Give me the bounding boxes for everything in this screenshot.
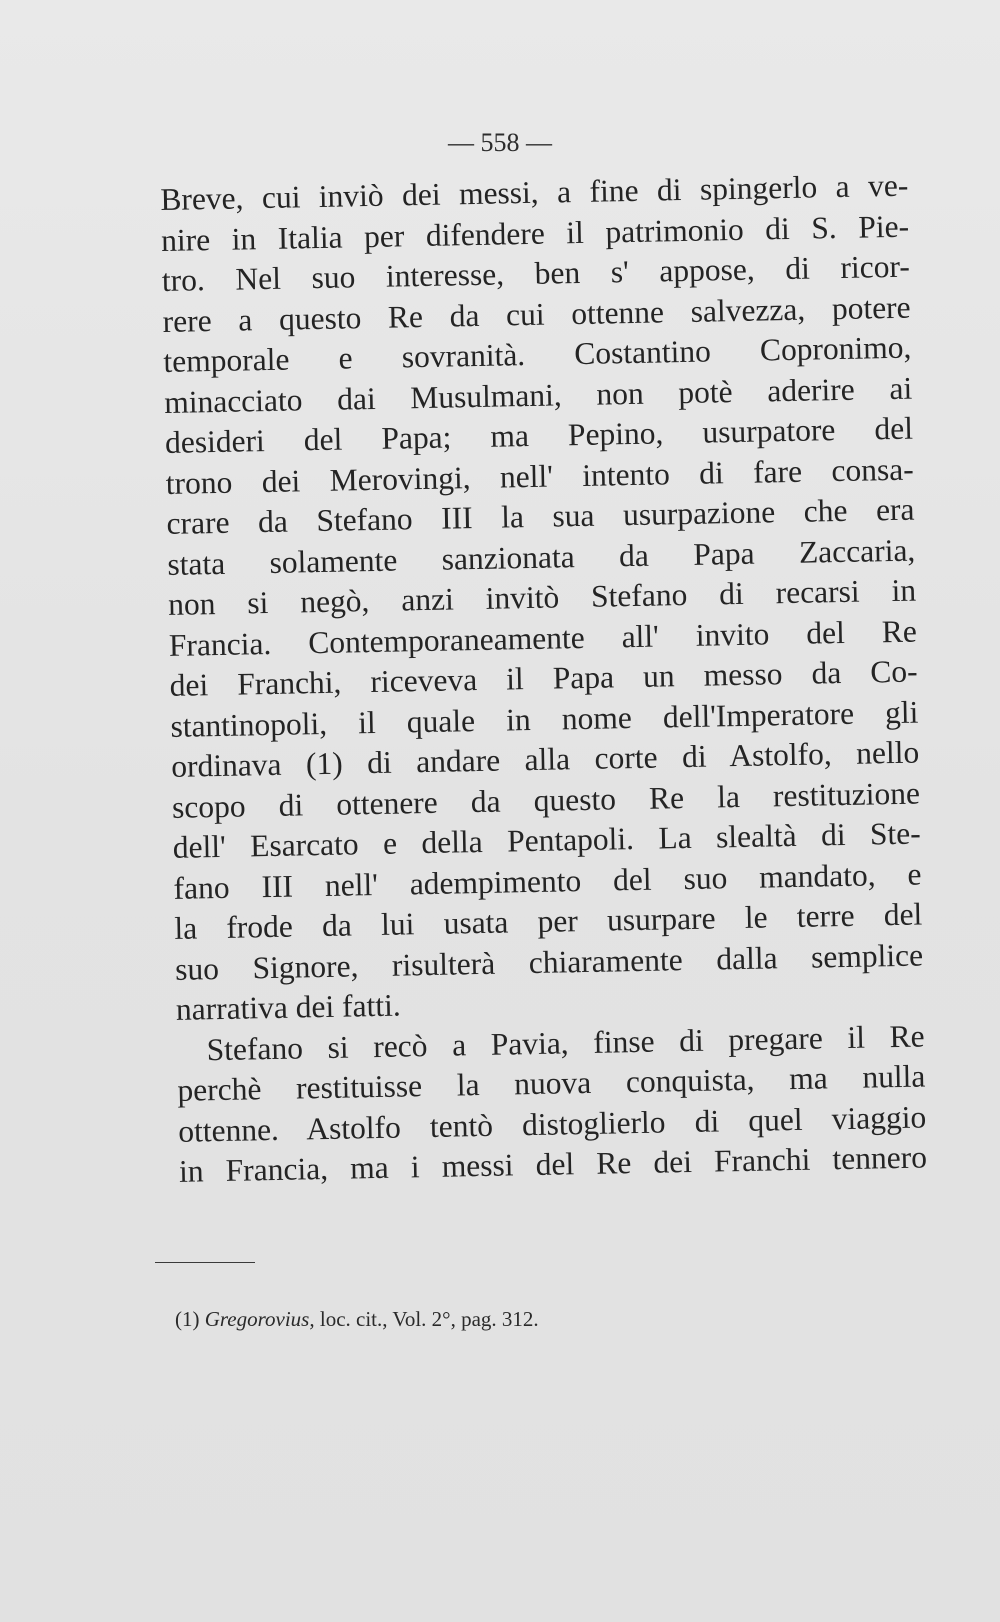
text-line: rere a questo Re da cui ottenne salvezza, potere	[162, 289, 911, 339]
text-line: Francia. Contemporaneamente all' invito del Re	[168, 613, 918, 663]
text-line: la frode da lui usata per usurpare le terre del	[174, 896, 923, 946]
text-line: minacciato dai Musulmani, non potè aderire ai	[163, 370, 913, 420]
text-line: stata solamente sanzionata da Papa Zaccaria,	[167, 532, 916, 582]
text-line: tro. Nel suo interesse, ben s' appose, di ricor-	[161, 248, 911, 298]
footnote	[175, 1307, 539, 1332]
body-text	[160, 166, 927, 1193]
text-line: perchè restituisse la nuova conquista, ma nulla	[177, 1058, 926, 1108]
text-line: non si negò, anzi invitò Stefano di recarsi in	[167, 572, 917, 622]
footnote-divider	[155, 1262, 255, 1263]
text-line: narrativa dei fatti.	[175, 987, 401, 1027]
text-line: trono dei Merovingi, nell' intento di fare consa-	[165, 451, 915, 501]
text-line: desideri del Papa; ma Pepino, usurpatore del	[164, 410, 914, 460]
text-line: temporale e sovranità. Costantino Copronimo,	[163, 329, 912, 379]
text-line: Stefano si recò a Pavia, finse di pregare il Re	[206, 1017, 925, 1067]
footnote-marker: (1)	[175, 1307, 200, 1331]
text-line: in Francia, ma i messi del Re dei Franchi tennero	[178, 1139, 928, 1189]
text-line: ottenne. Astolfo tentò distoglierlo di quel viaggio	[177, 1098, 927, 1149]
text-line: fano III nell' adempimento del suo mandato, e	[173, 856, 922, 906]
footnote-author: Gregorovius,	[204, 1307, 315, 1331]
text-line: scopo di ottenere da questo Re la restituzione	[171, 775, 921, 825]
footnote-citation: loc. cit., Vol. 2°, pag. 312.	[314, 1307, 539, 1331]
text-line: ordinava (1) di andare alla corte di Astolfo, nello	[170, 734, 920, 784]
text-line: suo Signore, risulterà chiaramente dalla semplice	[174, 936, 924, 987]
page-number: — 558 —	[448, 128, 552, 157]
text-line: Breve, cui inviò dei messi, a fine di spingerlo a ve-	[160, 167, 909, 217]
text-line: stantinopoli, il quale in nome dell'Imperatore gli	[170, 694, 919, 744]
text-line: nire in Italia per difendere il patrimonio di S. Pie-	[160, 208, 910, 258]
text-line: crare da Stefano III la sua usurpazione che era	[166, 491, 915, 541]
text-line: dell' Esarcato e della Pentapoli. La slealtà di Ste-	[172, 815, 922, 865]
text-line: dei Franchi, riceveva il Papa un messo da Co-	[169, 653, 918, 703]
